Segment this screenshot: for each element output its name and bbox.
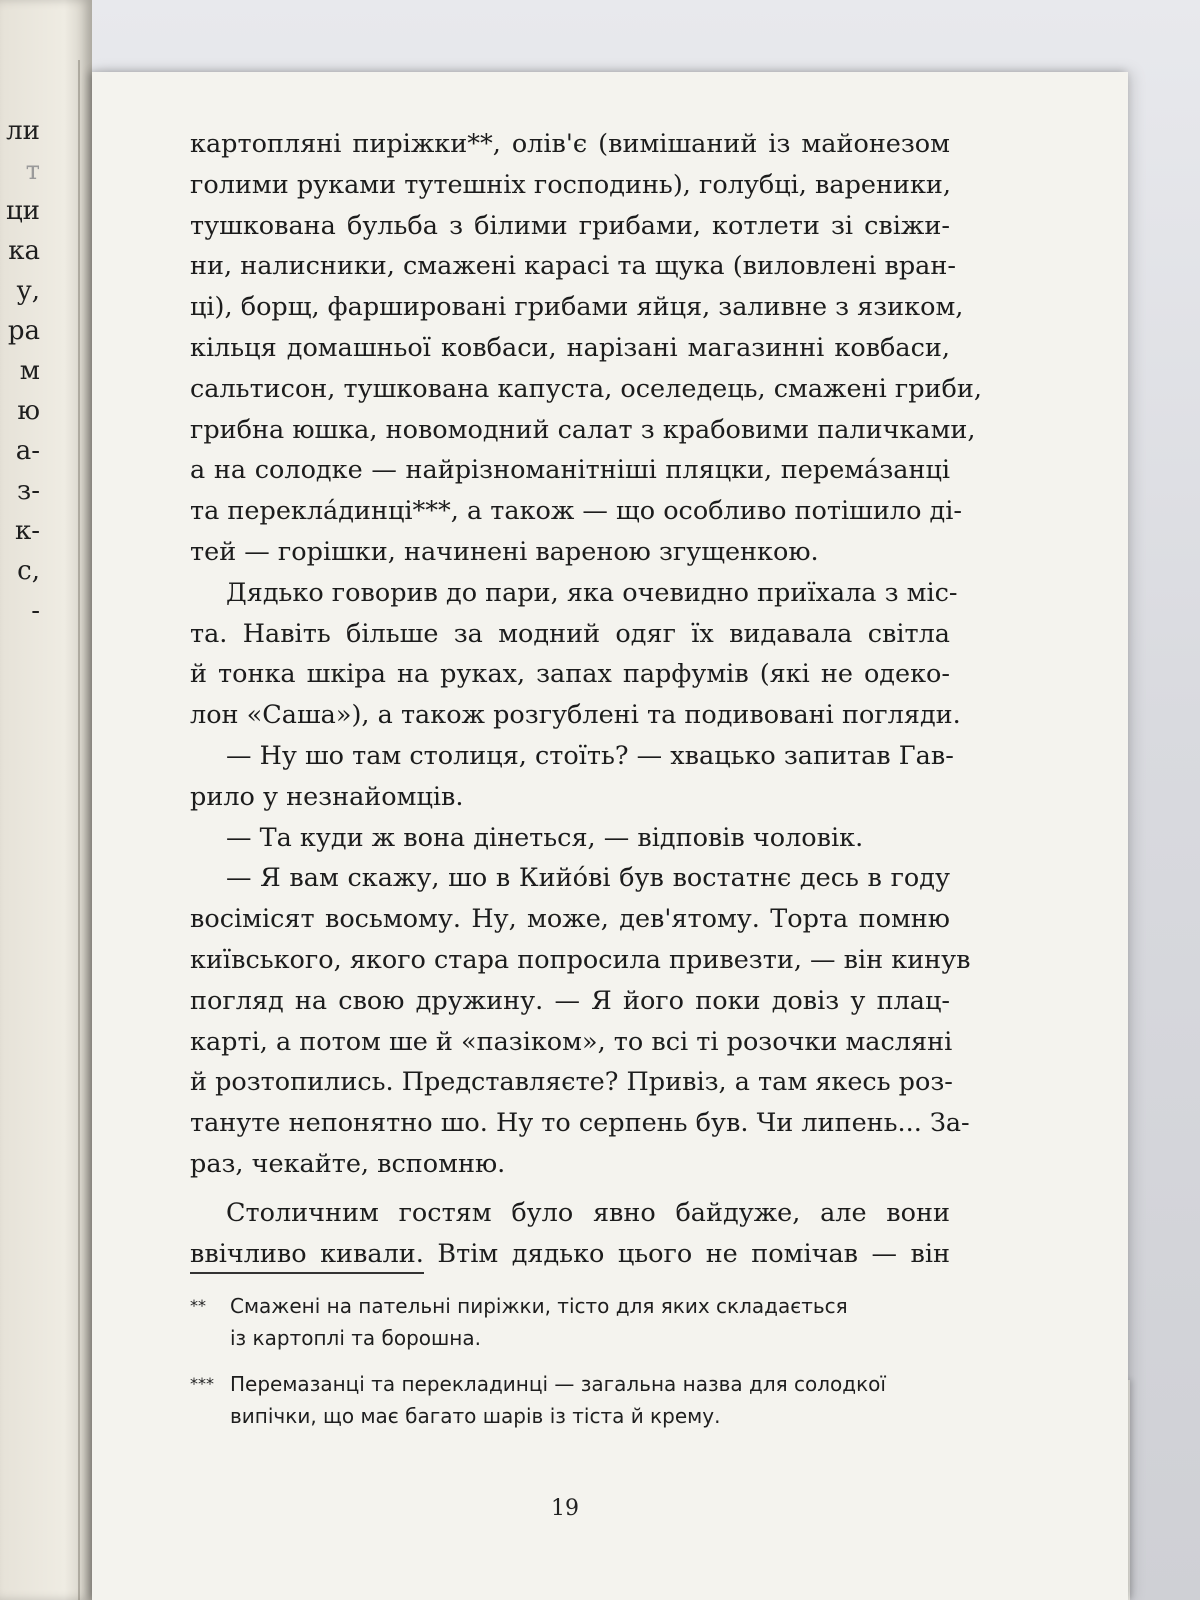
left-page-fragment: с, (17, 556, 40, 586)
text-line: сальтисон, тушкована капуста, оселедець, смажені гриби, (190, 373, 982, 404)
left-page-fragment: з- (17, 476, 40, 506)
footnote-marker: *** (190, 1374, 214, 1393)
left-page-fragment: ра (7, 316, 40, 346)
left-page-fragment: т (25, 156, 40, 186)
text-line: ни, налисники, смажені карасі та щука (виловлені вран- (190, 251, 956, 282)
left-page-fragment: - (31, 596, 40, 626)
footnote-divider (190, 1272, 424, 1274)
left-page-fragment: ли (6, 116, 40, 146)
text-line: лон «Саша»), а також розгублені та подивовані погляди. (190, 700, 961, 731)
footnote-line: із картоплі та борошна. (230, 1326, 481, 1350)
left-page-fragment: к- (14, 516, 40, 546)
left-page-fragment: ка (8, 236, 40, 266)
text-line: восімісят восьмому. Ну, може, дев'ятому. Торта помню (190, 904, 950, 935)
text-line: ці), борщ, фаршировані грибами яйця, заливне з язиком, (190, 292, 964, 323)
text-line: рило у незнайомців. (190, 781, 464, 812)
text-line: раз, чекайте, вспомню. (190, 1148, 506, 1179)
page-number: 19 (551, 1496, 579, 1521)
text-line: — Ну шо там столиця, стоїть? — хвацько запитав Гав- (226, 740, 954, 771)
text-line: тануте непонятно шо. Ну то серпень був. Чи липень... За- (190, 1108, 970, 1139)
footnote-line: Перемазанці та перекладинці — загальна назва для солодкої (230, 1372, 886, 1396)
text-line: — Я вам скажу, шо в Кийóві був востатнє десь в году (226, 863, 950, 894)
text-line: й розтопились. Представляєте? Привіз, а там якесь роз- (190, 1067, 953, 1098)
left-page-fragment: м (19, 356, 40, 386)
text-line: й тонка шкіра на руках, запах парфумів (які не одеко- (190, 659, 950, 690)
text-line: картопляні пиріжки**, олів'є (вимішаний із майонезом (190, 129, 950, 159)
text-line: та переклáдинці***, а також — що особливо потішило ді- (190, 496, 962, 527)
body-text (190, 124, 982, 1274)
text-line: Столичним гостям було явно байдуже, але вони (226, 1197, 950, 1228)
text-line: тей — горішки, начинені вареною згущенкою. (190, 536, 819, 567)
text-line: карті, а потом ше й «пазіком», то всі ті розочки масляні (190, 1026, 953, 1057)
text-line: ввічливо кивали. Втім дядько цього не помічав — він (190, 1238, 950, 1269)
text-line: кільця домашньої ковбаси, нарізані магазинні ковбаси, (190, 332, 950, 363)
text-line: грибна юшка, новомодний салат з крабовими паличками, (190, 414, 976, 445)
text-line: голими руками тутешніх господинь), голубці, вареники, (190, 169, 952, 200)
left-page-fragment: ци (5, 196, 40, 226)
left-page-fragment: у, (16, 276, 40, 306)
footnote-line: Смажені на пательні пиріжки, тісто для яких складається (230, 1294, 848, 1318)
text-line: тушкована бульба з білими грибами, котлети зі свіжи- (190, 210, 950, 241)
text-line: Дядько говорив до пари, яка очевидно приїхала з міс- (226, 577, 958, 608)
footnote (190, 1368, 950, 1432)
left-page-fragment: а- (15, 436, 40, 466)
text-line: а на солодке — найрізноманітніші пляцки, перемáзанці (190, 455, 950, 486)
left-page-edge (78, 60, 80, 1600)
text-line: погляд на свою дружину. — Я його поки довіз у плац- (190, 985, 950, 1016)
left-page (0, 0, 92, 1600)
text-line: київського, якого стара попросила привезти, — він кинув (190, 944, 971, 975)
footnote-marker: ** (190, 1296, 206, 1315)
left-page-fragment: ю (17, 396, 40, 426)
footnote (190, 1290, 950, 1354)
text-line: — Та куди ж вона дінеться, — відповів чоловік. (226, 822, 864, 853)
text-line: та. Навіть більше за модний одяг їх видавала світла (190, 618, 950, 649)
footnote-line: випічки, що має багато шарів із тіста й крему. (230, 1404, 721, 1428)
